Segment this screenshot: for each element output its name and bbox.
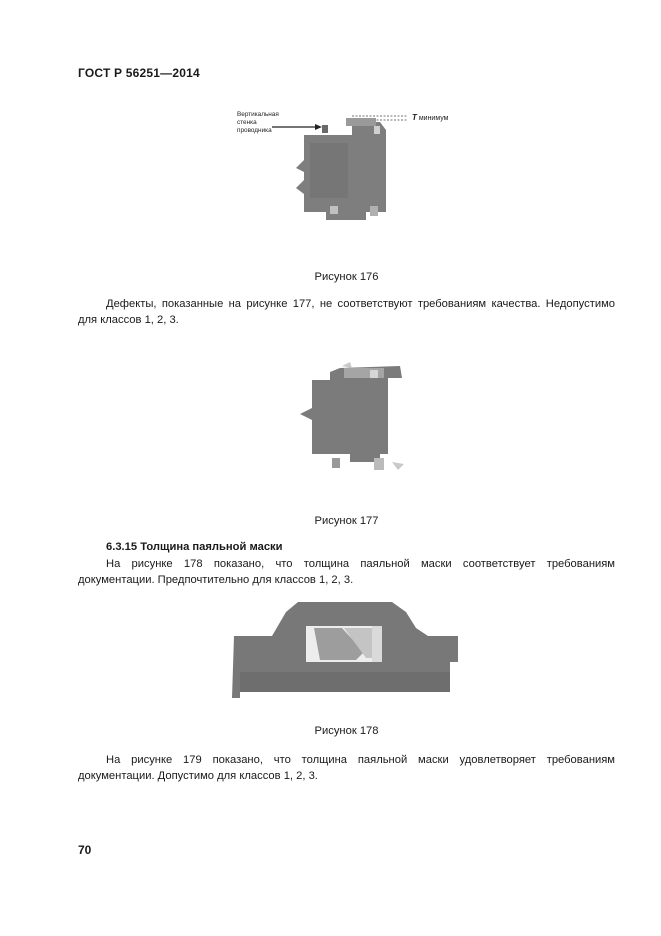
figure-177-caption: Рисунок 177 [314,515,379,527]
document-header: ГОСТ Р 56251—2014 [78,66,200,80]
paragraph-figure-178-description: На рисунке 178 показано, что толщина паяльной маски соответствует требованиям документации. Предпочтительно для классов 1, 2, 3. [78,558,615,586]
figure-178-image [232,600,458,698]
paragraph-figure-179-description: На рисунке 179 показано, что толщина паяльной маски удовлетворяет требованиям документации. Допустимо для классов 1, 2, 3. [78,754,615,782]
figure-177-image [290,360,410,475]
figure-176-label-t-minimum [412,113,448,122]
figure-176-t-letter: Т [412,113,417,122]
figure-176-label-vertical-wall: Вертикальная стенка проводника [237,111,279,134]
page-number: 70 [78,843,92,857]
figure-176-caption: Рисунок 176 [314,271,379,283]
figure-176-image [260,108,410,223]
paragraph-figure-177-description: Дефекты, показанные на рисунке 177, не соответствуют требованиям качества. Недопустимо для классов 1, 2, 3. [78,298,615,326]
section-title: 6.3.15 Толщина паяльной маски [106,541,283,553]
figure-176-t-min-text: минимум [418,115,449,122]
figure-178-caption: Рисунок 178 [314,725,379,737]
